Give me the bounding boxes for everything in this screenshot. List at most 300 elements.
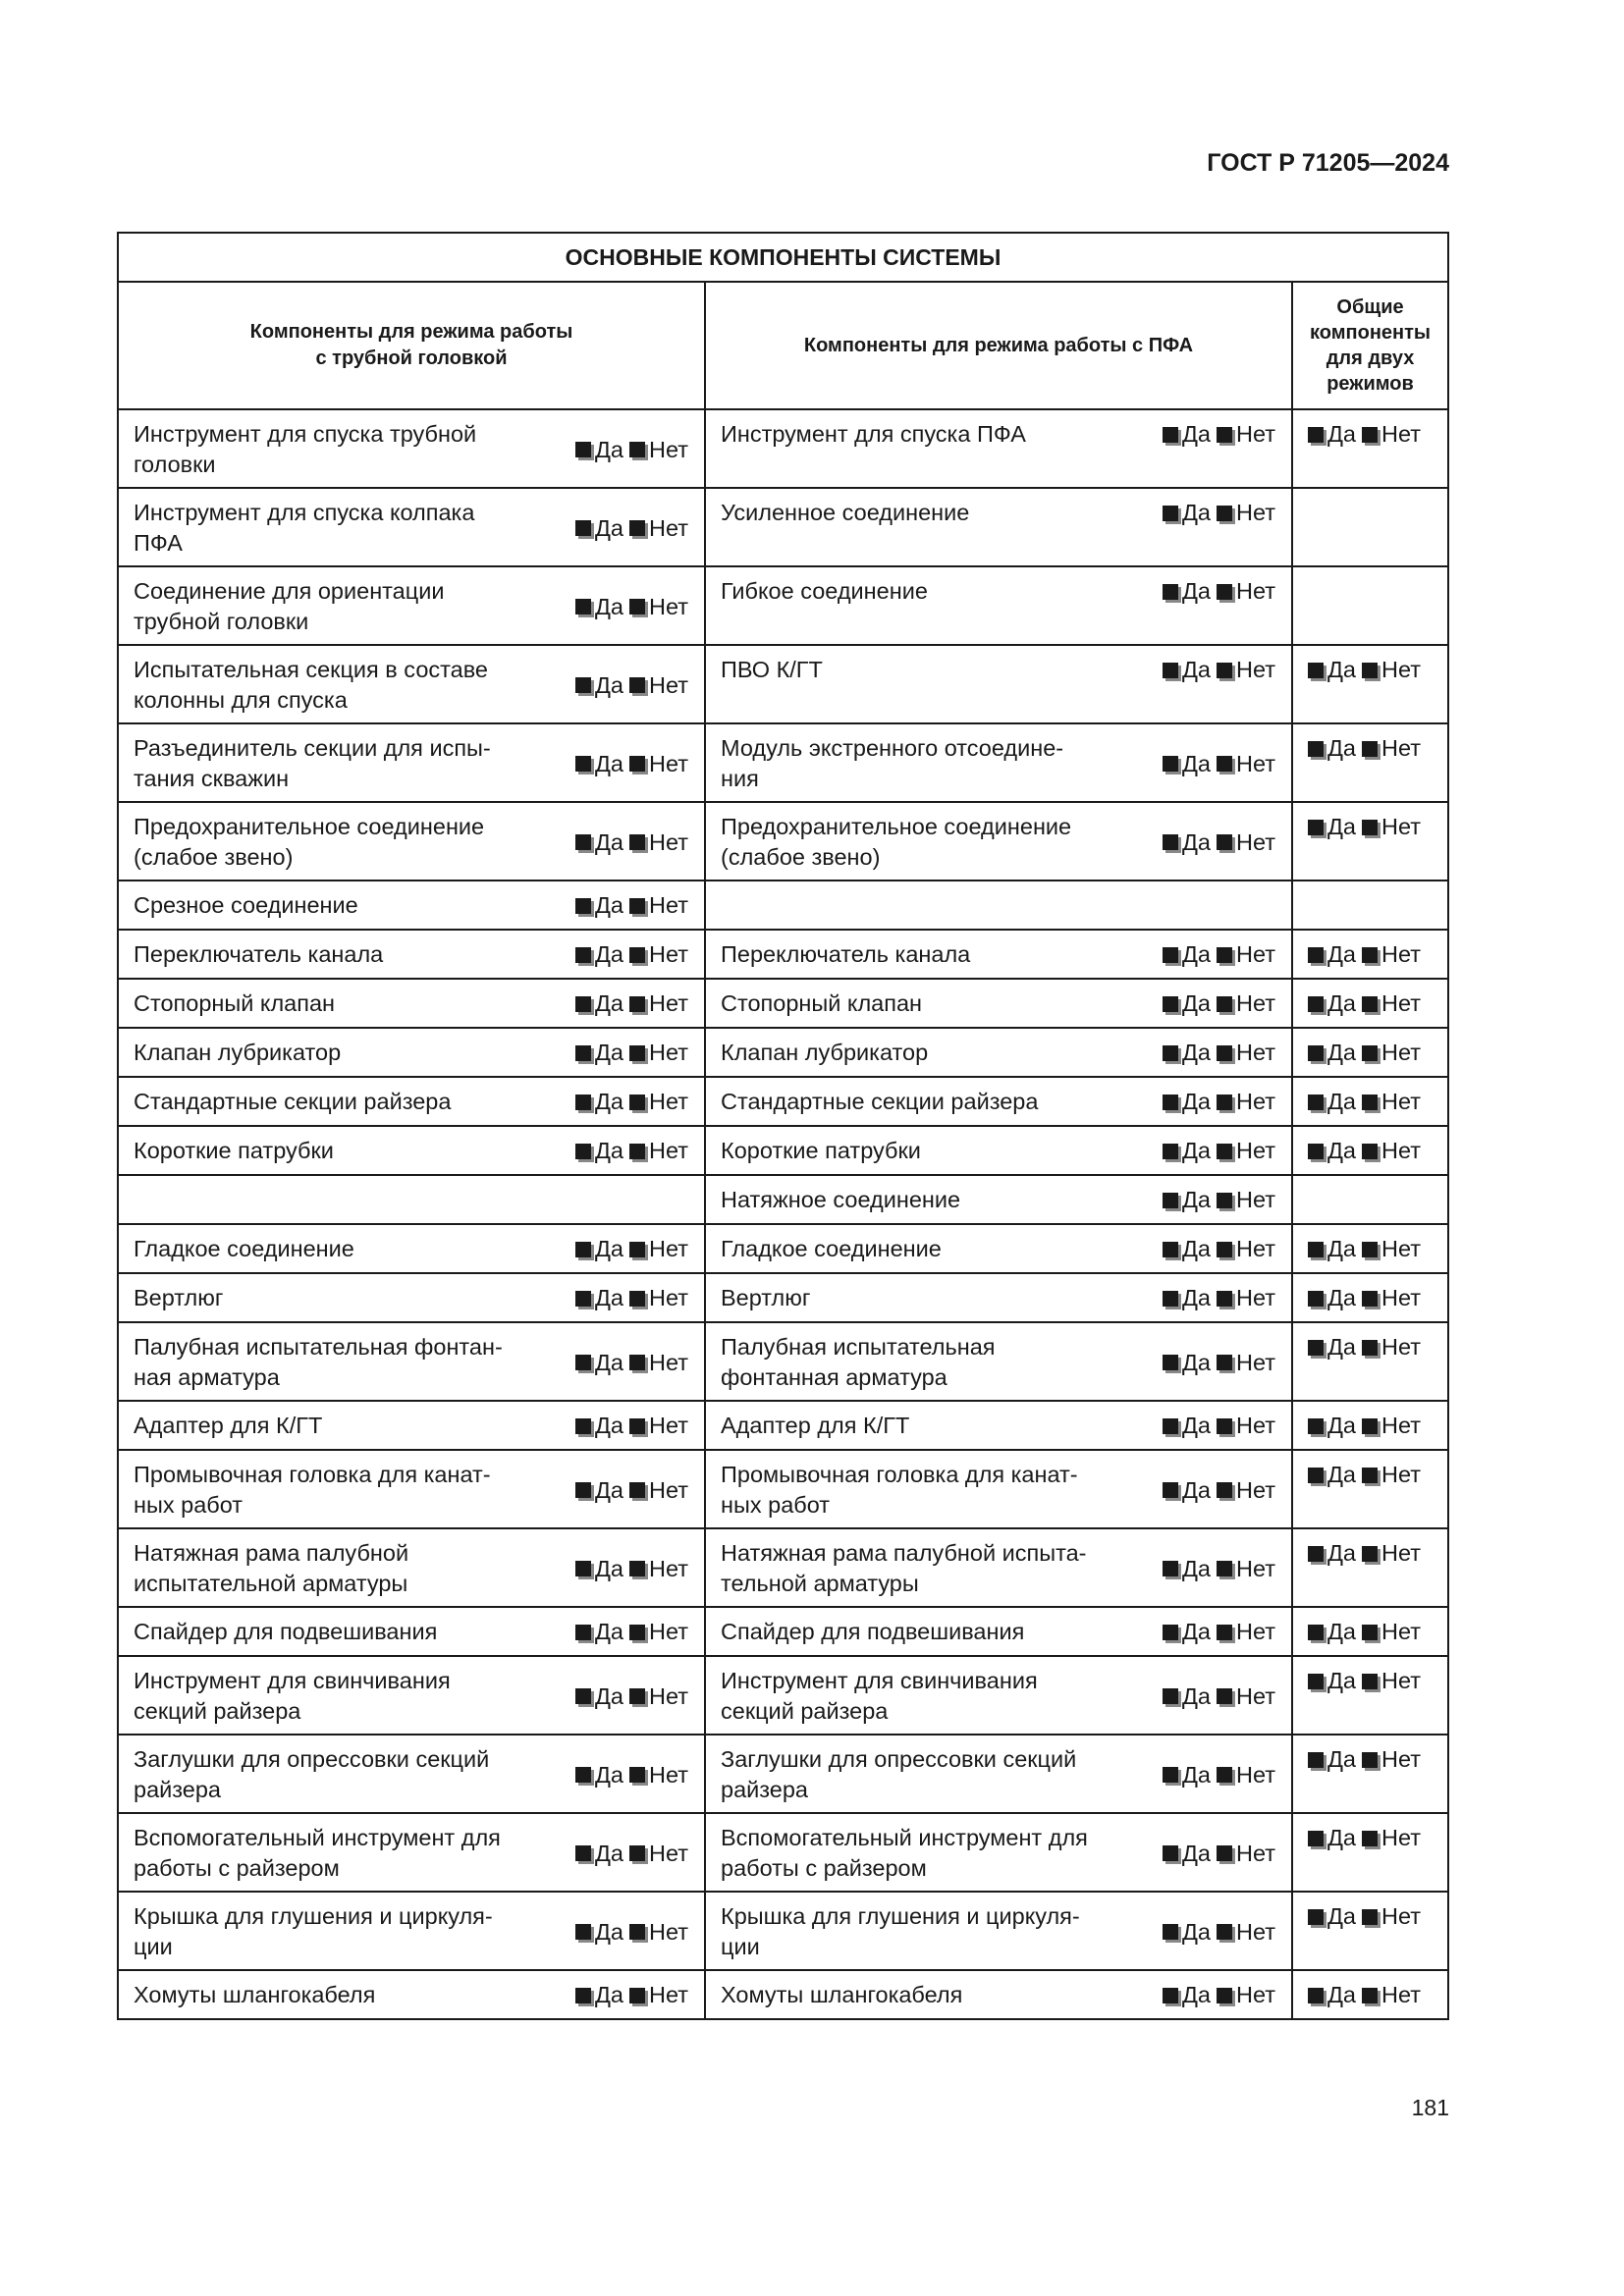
no-label: Нет	[1381, 1825, 1422, 1850]
yes-checkbox[interactable]	[1163, 1845, 1178, 1861]
yes-no-choice	[1306, 1666, 1421, 1696]
yes-checkbox[interactable]	[575, 1045, 591, 1061]
yes-no-choice	[1306, 812, 1421, 842]
no-label: Нет	[648, 436, 688, 462]
component-name: Стопорный клапан	[721, 990, 923, 1016]
no-checkbox[interactable]	[1362, 1909, 1378, 1925]
yes-no-choice	[1161, 1087, 1275, 1117]
no-checkbox[interactable]	[1217, 1767, 1232, 1783]
component-name: Крышка для глушения и циркуля- ции	[721, 1903, 1080, 1959]
no-checkbox[interactable]	[1217, 1988, 1232, 2003]
no-label: Нет	[1381, 1413, 1422, 1438]
no-checkbox[interactable]	[1217, 1291, 1232, 1307]
tubing-head-cell	[118, 1607, 705, 1656]
yes-checkbox[interactable]	[1163, 1045, 1178, 1061]
no-checkbox[interactable]	[1362, 1752, 1378, 1768]
no-checkbox[interactable]	[629, 834, 645, 850]
no-label: Нет	[1381, 735, 1422, 761]
tubing-head-cell	[118, 409, 705, 488]
common-cell	[1292, 1224, 1448, 1273]
yes-checkbox[interactable]	[1308, 1625, 1324, 1640]
yes-checkbox[interactable]	[575, 1625, 591, 1640]
no-label: Нет	[1381, 1334, 1422, 1360]
pfa-cell	[705, 488, 1292, 566]
no-checkbox[interactable]	[629, 1988, 645, 2003]
yes-checkbox[interactable]	[575, 677, 591, 693]
yes-no-choice	[1161, 1234, 1275, 1264]
yes-no-choice	[573, 1087, 688, 1117]
common-cell	[1292, 1175, 1448, 1224]
tubing-head-cell	[118, 1735, 705, 1813]
yes-checkbox[interactable]	[575, 1418, 591, 1434]
yes-checkbox[interactable]	[1308, 1418, 1324, 1434]
yes-label: Да	[594, 1349, 623, 1375]
yes-label: Да	[1327, 941, 1356, 967]
common-cell	[1292, 802, 1448, 881]
yes-no-choice	[1306, 1538, 1421, 1569]
yes-no-choice	[573, 1038, 688, 1068]
yes-checkbox[interactable]	[1163, 663, 1178, 678]
no-checkbox[interactable]	[629, 1045, 645, 1061]
component-name: Адаптер для К/ГТ	[134, 1413, 323, 1438]
pfa-cell	[705, 1028, 1292, 1077]
tubing-head-cell	[118, 1528, 705, 1607]
no-checkbox[interactable]	[1362, 1340, 1378, 1356]
yes-label: Да	[594, 1555, 623, 1581]
yes-label: Да	[1181, 1413, 1211, 1438]
no-checkbox[interactable]	[629, 1625, 645, 1640]
no-label: Нет	[648, 1761, 688, 1788]
yes-label: Да	[594, 1918, 623, 1945]
yes-checkbox[interactable]	[1308, 1095, 1324, 1110]
yes-checkbox[interactable]	[1308, 820, 1324, 835]
yes-checkbox[interactable]	[575, 1988, 591, 2003]
yes-no-choice	[1161, 1901, 1275, 1962]
yes-checkbox[interactable]	[1308, 1340, 1324, 1356]
component-name: Заглушки для опрессовки секций райзера	[721, 1746, 1077, 1802]
no-label: Нет	[648, 828, 688, 855]
yes-checkbox[interactable]	[1163, 1418, 1178, 1434]
yes-checkbox[interactable]	[1308, 1831, 1324, 1846]
no-checkbox[interactable]	[1362, 1674, 1378, 1689]
yes-checkbox[interactable]	[1163, 1242, 1178, 1257]
yes-checkbox[interactable]	[1308, 427, 1324, 443]
no-checkbox[interactable]	[1362, 1291, 1378, 1307]
yes-label: Да	[1181, 990, 1211, 1016]
no-label: Нет	[1381, 1668, 1422, 1693]
no-label: Нет	[1381, 1982, 1422, 2007]
yes-no-choice	[573, 733, 688, 794]
no-checkbox[interactable]	[629, 1095, 645, 1110]
no-label: Нет	[1235, 1187, 1275, 1212]
yes-label: Да	[1181, 421, 1211, 447]
no-checkbox[interactable]	[1217, 1845, 1232, 1861]
yes-checkbox[interactable]	[575, 996, 591, 1012]
common-cell	[1292, 1401, 1448, 1450]
yes-label: Да	[1327, 1334, 1356, 1360]
no-checkbox[interactable]	[1217, 756, 1232, 772]
yes-no-choice	[573, 1283, 688, 1313]
yes-no-choice	[573, 1617, 688, 1647]
yes-checkbox[interactable]	[575, 947, 591, 963]
yes-checkbox[interactable]	[1163, 947, 1178, 963]
component-name: Инструмент для свинчивания секций райзера	[134, 1668, 451, 1724]
no-label: Нет	[648, 941, 688, 967]
yes-checkbox[interactable]	[1308, 996, 1324, 1012]
component-name: Спайдер для подвешивания	[721, 1619, 1025, 1644]
no-label: Нет	[1381, 1040, 1422, 1065]
yes-no-choice	[1161, 1038, 1275, 1068]
pfa-cell	[705, 979, 1292, 1028]
yes-checkbox[interactable]	[575, 898, 591, 914]
yes-no-choice	[1161, 1136, 1275, 1166]
tubing-head-cell	[118, 645, 705, 723]
no-label: Нет	[1381, 941, 1422, 967]
yes-checkbox[interactable]	[575, 1561, 591, 1576]
tubing-head-cell	[118, 1077, 705, 1126]
no-checkbox[interactable]	[1362, 1045, 1378, 1061]
no-checkbox[interactable]	[1217, 1144, 1232, 1159]
table-row	[118, 566, 1448, 645]
no-checkbox[interactable]	[1217, 1242, 1232, 1257]
yes-checkbox[interactable]	[1163, 1193, 1178, 1208]
pfa-cell	[705, 1273, 1292, 1322]
table-row	[118, 1656, 1448, 1735]
yes-checkbox[interactable]	[575, 1095, 591, 1110]
no-checkbox[interactable]	[629, 599, 645, 614]
yes-label: Да	[1327, 1462, 1356, 1487]
tubing-head-cell	[118, 802, 705, 881]
yes-checkbox[interactable]	[1308, 1045, 1324, 1061]
component-name: Срезное соединение	[134, 892, 358, 918]
yes-label: Да	[1181, 500, 1211, 525]
yes-checkbox[interactable]	[1308, 1909, 1324, 1925]
yes-label: Да	[1327, 1285, 1356, 1310]
yes-checkbox[interactable]	[1163, 1625, 1178, 1640]
yes-checkbox[interactable]	[1163, 996, 1178, 1012]
no-checkbox[interactable]	[629, 996, 645, 1012]
yes-label: Да	[1181, 750, 1211, 776]
yes-label: Да	[594, 1682, 623, 1709]
no-checkbox[interactable]	[1362, 996, 1378, 1012]
yes-checkbox[interactable]	[575, 1845, 591, 1861]
yes-checkbox[interactable]	[1163, 1924, 1178, 1940]
no-checkbox[interactable]	[1217, 1355, 1232, 1370]
no-checkbox[interactable]	[1362, 1831, 1378, 1846]
yes-checkbox[interactable]	[575, 1924, 591, 1940]
yes-no-choice	[1161, 1185, 1275, 1215]
yes-checkbox[interactable]	[575, 520, 591, 536]
yes-checkbox[interactable]	[1163, 1767, 1178, 1783]
yes-checkbox[interactable]	[1308, 1752, 1324, 1768]
yes-label: Да	[594, 750, 623, 776]
yes-no-choice	[1306, 1744, 1421, 1775]
no-checkbox[interactable]	[1362, 663, 1378, 678]
table-row	[118, 1224, 1448, 1273]
no-checkbox[interactable]	[1362, 741, 1378, 757]
yes-no-choice	[1161, 576, 1275, 607]
no-checkbox[interactable]	[1362, 1625, 1378, 1640]
no-checkbox[interactable]	[629, 1924, 645, 1940]
no-label: Нет	[1235, 1761, 1275, 1788]
table-row	[118, 979, 1448, 1028]
no-checkbox[interactable]	[1362, 1546, 1378, 1562]
yes-no-choice	[1306, 1283, 1421, 1313]
no-checkbox[interactable]	[1362, 1988, 1378, 2003]
no-checkbox[interactable]	[1362, 1468, 1378, 1483]
no-checkbox[interactable]	[629, 1561, 645, 1576]
no-checkbox[interactable]	[629, 1144, 645, 1159]
no-label: Нет	[1235, 1236, 1275, 1261]
yes-checkbox[interactable]	[1163, 834, 1178, 850]
common-cell	[1292, 1813, 1448, 1892]
component-name: Инструмент для спуска ПФА	[721, 421, 1026, 447]
yes-checkbox[interactable]	[575, 1144, 591, 1159]
common-cell	[1292, 1273, 1448, 1322]
pfa-cell	[705, 1077, 1292, 1126]
no-checkbox[interactable]	[1217, 1418, 1232, 1434]
yes-checkbox[interactable]	[1163, 1355, 1178, 1370]
pfa-cell	[705, 1224, 1292, 1273]
yes-label: Да	[1327, 657, 1356, 682]
yes-label: Да	[1327, 990, 1356, 1016]
no-checkbox[interactable]	[629, 1418, 645, 1434]
common-cell	[1292, 1735, 1448, 1813]
yes-checkbox[interactable]	[575, 834, 591, 850]
yes-label: Да	[594, 514, 623, 541]
tubing-head-cell	[118, 1401, 705, 1450]
yes-no-choice	[1306, 419, 1421, 450]
yes-checkbox[interactable]	[575, 599, 591, 614]
no-checkbox[interactable]	[1362, 947, 1378, 963]
yes-label: Да	[1327, 1903, 1356, 1929]
no-label: Нет	[648, 1555, 688, 1581]
no-label: Нет	[1381, 814, 1422, 839]
yes-checkbox[interactable]	[575, 1688, 591, 1704]
no-label: Нет	[648, 990, 688, 1016]
yes-checkbox[interactable]	[575, 442, 591, 457]
yes-checkbox[interactable]	[1163, 1095, 1178, 1110]
no-checkbox[interactable]	[1217, 947, 1232, 963]
yes-label: Да	[594, 1619, 623, 1644]
yes-checkbox[interactable]	[1163, 506, 1178, 521]
no-checkbox[interactable]	[1217, 427, 1232, 443]
no-checkbox[interactable]	[629, 1291, 645, 1307]
yes-no-choice	[573, 1411, 688, 1441]
yes-checkbox[interactable]	[1308, 1546, 1324, 1562]
yes-checkbox[interactable]	[1163, 427, 1178, 443]
yes-label: Да	[1181, 1918, 1211, 1945]
no-checkbox[interactable]	[1362, 1144, 1378, 1159]
component-name: Натяжная рама палубной испыта- тельной арматуры	[721, 1540, 1087, 1596]
yes-checkbox[interactable]	[1308, 1242, 1324, 1257]
no-checkbox[interactable]	[1362, 427, 1378, 443]
no-checkbox[interactable]	[1362, 820, 1378, 835]
pfa-cell	[705, 1892, 1292, 1970]
yes-label: Да	[1181, 941, 1211, 967]
no-label: Нет	[1235, 1349, 1275, 1375]
no-checkbox[interactable]	[629, 947, 645, 963]
no-checkbox[interactable]	[1217, 1045, 1232, 1061]
yes-no-choice	[573, 498, 688, 559]
yes-no-choice	[1306, 1460, 1421, 1490]
no-checkbox[interactable]	[1217, 834, 1232, 850]
yes-no-choice	[1161, 1283, 1275, 1313]
yes-label: Да	[1181, 1840, 1211, 1866]
no-checkbox[interactable]	[1217, 1095, 1232, 1110]
yes-label: Да	[1181, 1236, 1211, 1261]
no-label: Нет	[1235, 1285, 1275, 1310]
component-name: Переключатель канала	[134, 941, 384, 967]
yes-checkbox[interactable]	[1308, 1291, 1324, 1307]
no-label: Нет	[648, 1619, 688, 1644]
table-row	[118, 1970, 1448, 2019]
component-name: Вертлюг	[721, 1285, 811, 1310]
yes-no-choice	[1306, 655, 1421, 685]
no-checkbox[interactable]	[1217, 1688, 1232, 1704]
yes-label: Да	[594, 671, 623, 698]
yes-checkbox[interactable]	[575, 1242, 591, 1257]
component-name: Клапан лубрикатор	[134, 1040, 342, 1065]
yes-checkbox[interactable]	[1163, 1688, 1178, 1704]
yes-no-choice	[573, 576, 688, 637]
tubing-head-cell	[118, 1970, 705, 2019]
yes-no-choice	[1161, 1332, 1275, 1393]
yes-checkbox[interactable]	[1308, 1468, 1324, 1483]
no-checkbox[interactable]	[1362, 1418, 1378, 1434]
yes-no-choice	[573, 1234, 688, 1264]
tubing-head-cell	[118, 1813, 705, 1892]
no-label: Нет	[1381, 657, 1422, 682]
tubing-head-cell	[118, 1175, 705, 1224]
pfa-cell	[705, 409, 1292, 488]
table-row	[118, 1735, 1448, 1813]
no-checkbox[interactable]	[1217, 1193, 1232, 1208]
no-label: Нет	[1381, 1619, 1422, 1644]
yes-checkbox[interactable]	[1163, 584, 1178, 600]
yes-checkbox[interactable]	[1163, 756, 1178, 772]
component-name: Хомуты шлангокабеля	[134, 1982, 376, 2007]
yes-label: Да	[1327, 1746, 1356, 1772]
yes-no-choice	[1161, 1617, 1275, 1647]
component-name: Модуль экстренного отсоедине- ния	[721, 735, 1064, 791]
yes-checkbox[interactable]	[1308, 741, 1324, 757]
component-name: Соединение для ориентации трубной головки	[134, 578, 445, 634]
no-checkbox[interactable]	[1217, 506, 1232, 521]
no-checkbox[interactable]	[1217, 1482, 1232, 1498]
no-checkbox[interactable]	[629, 1767, 645, 1783]
yes-no-choice	[1306, 939, 1421, 970]
tubing-head-cell	[118, 1656, 705, 1735]
no-label: Нет	[648, 1138, 688, 1163]
yes-checkbox[interactable]	[575, 756, 591, 772]
pfa-cell	[705, 1528, 1292, 1607]
pfa-cell	[705, 1450, 1292, 1528]
yes-checkbox[interactable]	[575, 1291, 591, 1307]
no-checkbox[interactable]	[1362, 1242, 1378, 1257]
yes-label: Да	[594, 892, 623, 918]
yes-label: Да	[594, 1236, 623, 1261]
no-checkbox[interactable]	[629, 1242, 645, 1257]
yes-label: Да	[1181, 1285, 1211, 1310]
yes-checkbox[interactable]	[1308, 947, 1324, 963]
yes-checkbox[interactable]	[1308, 1674, 1324, 1689]
no-checkbox[interactable]	[1217, 996, 1232, 1012]
no-checkbox[interactable]	[1217, 1561, 1232, 1576]
yes-checkbox[interactable]	[1308, 1144, 1324, 1159]
yes-label: Да	[1327, 1619, 1356, 1644]
yes-checkbox[interactable]	[1308, 1988, 1324, 2003]
yes-label: Да	[594, 1840, 623, 1866]
yes-no-choice	[1161, 812, 1275, 873]
yes-no-choice	[573, 1666, 688, 1727]
no-checkbox[interactable]	[629, 756, 645, 772]
table-row	[118, 1175, 1448, 1224]
pfa-cell	[705, 645, 1292, 723]
yes-checkbox[interactable]	[1163, 1482, 1178, 1498]
yes-no-choice	[573, 1332, 688, 1393]
pfa-cell	[705, 1322, 1292, 1401]
no-checkbox[interactable]	[1217, 1924, 1232, 1940]
component-name: Палубная испытательная фонтанная арматура	[721, 1334, 996, 1390]
yes-checkbox[interactable]	[1163, 1291, 1178, 1307]
yes-no-choice	[1161, 939, 1275, 970]
no-checkbox[interactable]	[629, 898, 645, 914]
yes-no-choice	[573, 939, 688, 970]
no-label: Нет	[648, 1476, 688, 1503]
component-name: Гладкое соединение	[721, 1236, 942, 1261]
no-checkbox[interactable]	[1217, 663, 1232, 678]
yes-checkbox[interactable]	[575, 1355, 591, 1370]
no-checkbox[interactable]	[629, 442, 645, 457]
component-name: Стопорный клапан	[134, 990, 336, 1016]
yes-checkbox[interactable]	[1308, 663, 1324, 678]
yes-no-choice	[1306, 733, 1421, 764]
no-checkbox[interactable]	[629, 520, 645, 536]
yes-no-choice	[1306, 988, 1421, 1019]
yes-checkbox[interactable]	[575, 1767, 591, 1783]
no-label: Нет	[1235, 1555, 1275, 1581]
tubing-head-cell	[118, 979, 705, 1028]
yes-no-choice	[573, 1744, 688, 1805]
yes-checkbox[interactable]	[1163, 1988, 1178, 2003]
yes-no-choice	[1161, 1411, 1275, 1441]
component-name: Промывочная головка для канат- ных работ	[721, 1462, 1078, 1518]
yes-checkbox[interactable]	[1163, 1561, 1178, 1576]
yes-no-choice	[1161, 988, 1275, 1019]
no-label: Нет	[648, 892, 688, 918]
yes-checkbox[interactable]	[575, 1482, 591, 1498]
no-checkbox[interactable]	[1217, 584, 1232, 600]
yes-checkbox[interactable]	[1163, 1144, 1178, 1159]
no-checkbox[interactable]	[629, 677, 645, 693]
no-checkbox[interactable]	[1217, 1625, 1232, 1640]
tubing-head-cell	[118, 1450, 705, 1528]
no-checkbox[interactable]	[629, 1355, 645, 1370]
component-name: Заглушки для опрессовки секций райзера	[134, 1746, 490, 1802]
table-row	[118, 802, 1448, 881]
yes-label: Да	[1327, 1413, 1356, 1438]
no-label: Нет	[1235, 1413, 1275, 1438]
no-checkbox[interactable]	[1362, 1095, 1378, 1110]
no-checkbox[interactable]	[629, 1845, 645, 1861]
no-checkbox[interactable]	[629, 1482, 645, 1498]
yes-label: Да	[1327, 1825, 1356, 1850]
table-row	[118, 930, 1448, 979]
no-checkbox[interactable]	[629, 1688, 645, 1704]
table-row	[118, 1813, 1448, 1892]
pfa-cell	[705, 1813, 1292, 1892]
